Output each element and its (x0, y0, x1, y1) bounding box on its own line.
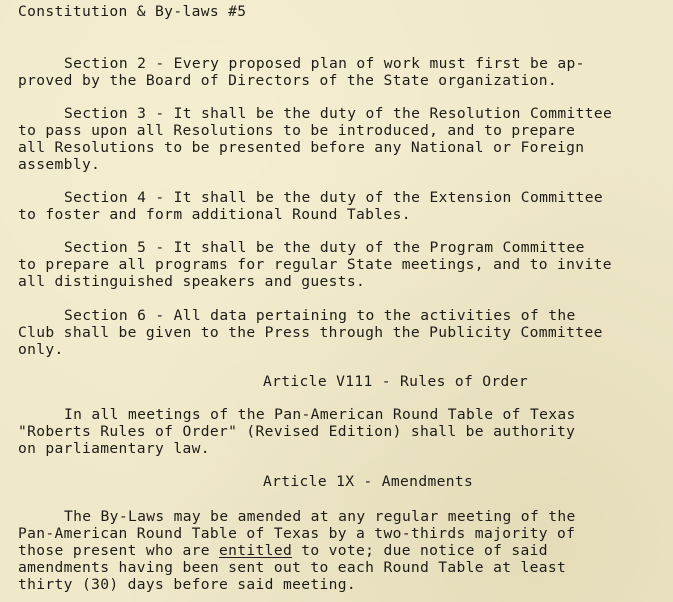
section-2-line-1: Section 2 - Every proposed plan of work must first be ap- (64, 55, 585, 72)
article-9-line-4: amendments having been sent out to each Round Table at least (18, 559, 567, 576)
article-9-line-5: thirty (30) days before said meeting. (18, 576, 357, 593)
section-3-line-1: Section 3 - It shall be the duty of the Resolution Committee (64, 105, 613, 122)
section-6-line-2: Club shall be given to the Press through the Publicity Committee (18, 324, 603, 341)
article-9-line-3-before: those present who are (18, 542, 219, 559)
section-3-line-3: all Resolutions to be presented before any National or Foreign (18, 139, 585, 156)
section-3-line-4: assembly. (18, 156, 101, 173)
underlined-word-entitled: entitled (219, 542, 293, 559)
article-9-line-3-after: to vote; due notice of said (292, 542, 548, 559)
section-5-line-3: all distinguished speakers and guests. (18, 273, 366, 290)
document-header: Constitution & By-laws #5 (18, 3, 247, 20)
section-4-line-2: to foster and form additional Round Tables. (18, 206, 411, 223)
article-9-heading: Article 1X - Amendments (263, 473, 474, 490)
section-2-line-2: proved by the Board of Directors of the State organization. (18, 72, 558, 89)
section-5-line-1: Section 5 - It shall be the duty of the Program Committee (64, 239, 585, 256)
article-9-line-3 (18, 542, 548, 559)
article-8-line-3: on parliamentary law. (18, 440, 210, 457)
article-8-line-1: In all meetings of the Pan-American Round Table of Texas (64, 406, 576, 423)
section-4-line-1: Section 4 - It shall be the duty of the Extension Committee (64, 189, 604, 206)
article-8-line-2: "Roberts Rules of Order" (Revised Edition) shall be authority (18, 423, 576, 440)
section-6-line-3: only. (18, 341, 64, 358)
article-8-heading: Article V111 - Rules of Order (263, 373, 528, 390)
article-9-line-2: Pan-American Round Table of Texas by a two-thirds majority of (18, 525, 576, 542)
section-6-line-1: Section 6 - All data pertaining to the activities of the (64, 307, 576, 324)
article-9-line-1: The By-Laws may be amended at any regular meeting of the (64, 508, 576, 525)
section-5-line-2: to prepare all programs for regular State meetings, and to invite (18, 256, 612, 273)
section-3-line-2: to pass upon all Resolutions to be introduced, and to prepare (18, 122, 576, 139)
